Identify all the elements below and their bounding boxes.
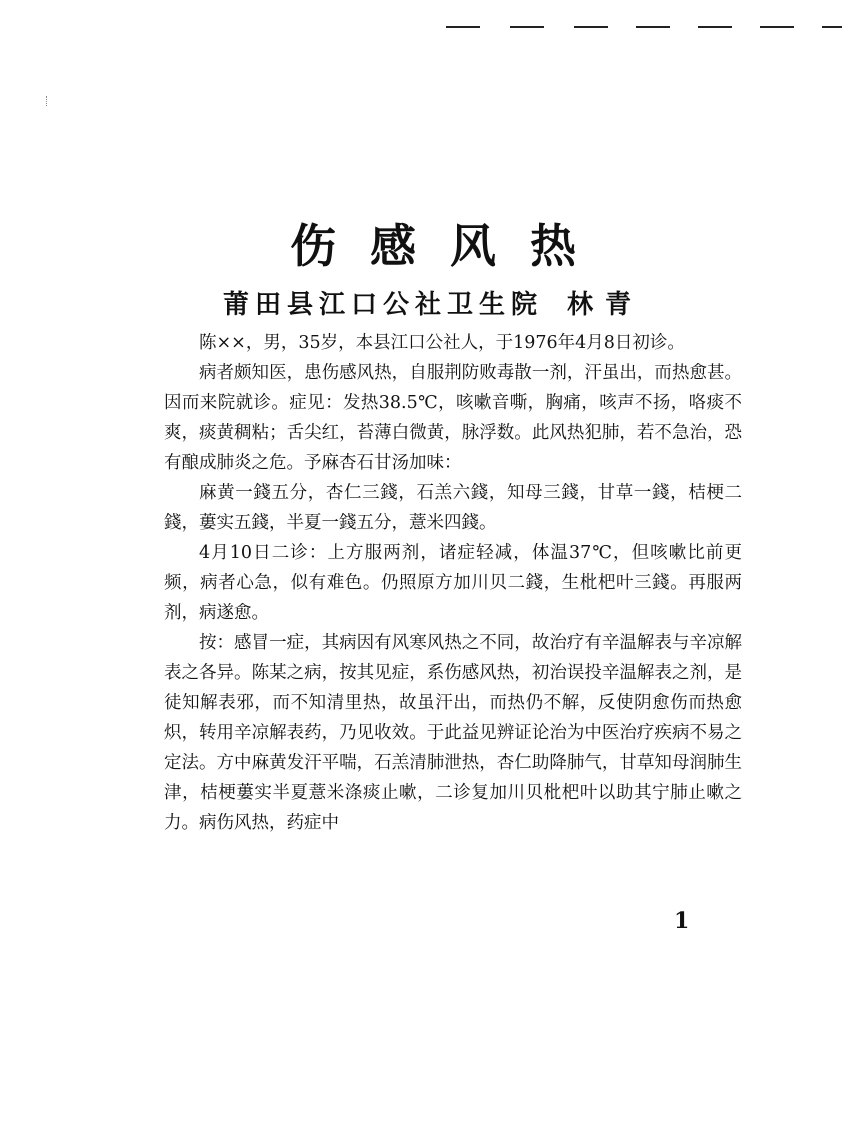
paragraph-prescription: 麻黄一錢五分，杏仁三錢，石羔六錢，知母三錢，甘草一錢，桔梗二錢，蔞实五錢，半夏一錢五分，薏米四錢。 — [164, 483, 742, 533]
paragraph-intro: 陈××，男，35岁，本县江口公社人，于1976年4月8日初诊。 — [199, 333, 685, 353]
scan-speck — [46, 96, 49, 106]
header-rule-segment — [446, 26, 480, 28]
header-rule-segment — [510, 26, 544, 28]
paragraph-symptoms: 病者颇知医，患伤感风热，自服荆防败毒散一剂，汗虽出，而热愈甚。因而来院就诊。症见：发热38.5℃，咳嗽音嘶，胸痛，咳声不扬，咯痰不爽，痰黄稠粘；舌尖红，苔薄白微黄，脉浮数。此风热犯肺，若不急治，恐有酿成肺炎之危。予麻杏石甘汤加味： — [164, 363, 742, 473]
article-body — [164, 328, 742, 838]
paragraph-second-visit: 4月10日二诊：上方服两剂，诸症轻减，体温37℃，但咳嗽比前更频，病者心急，似有难色。仍照原方加川贝二錢，生枇杷叶三錢。再服两剂，病遂愈。 — [164, 543, 742, 623]
article-title: 伤感风热 — [290, 219, 610, 273]
header-rule-segment — [636, 26, 670, 28]
author-affiliation: 莆田县江口公社卫生院 — [222, 290, 543, 320]
header-rule-segment — [574, 26, 608, 28]
paragraph-commentary: 按：感冒一症，其病因有风寒风热之不同，故治疗有辛温解表与辛凉解表之各异。陈某之病，按其见症，系伤感风热，初治误投辛温解表之剂，是徒知解表邪，而不知清里热，故虽汗出，而热仍不解，反使阴愈伤而热愈炽，转用辛凉解表药，乃见收效。于此益见辨证论治为中医治疗疾病不易之定法。方中麻黄发汗平喘，石羔清肺泄热，杏仁助降肺气，甘草知母润肺生津，桔梗蔞实半夏薏米涤痰止嗽，二诊复加川贝枇杷叶以助其宁肺止嗽之力。病伤风热，药症中 — [164, 633, 742, 833]
author-name: 林青 — [567, 290, 644, 320]
author-line — [0, 284, 866, 321]
header-rule-segment — [760, 26, 794, 28]
header-rule-segment — [822, 26, 842, 28]
header-rule-segment — [698, 26, 732, 28]
page-number: 1 — [674, 908, 690, 934]
